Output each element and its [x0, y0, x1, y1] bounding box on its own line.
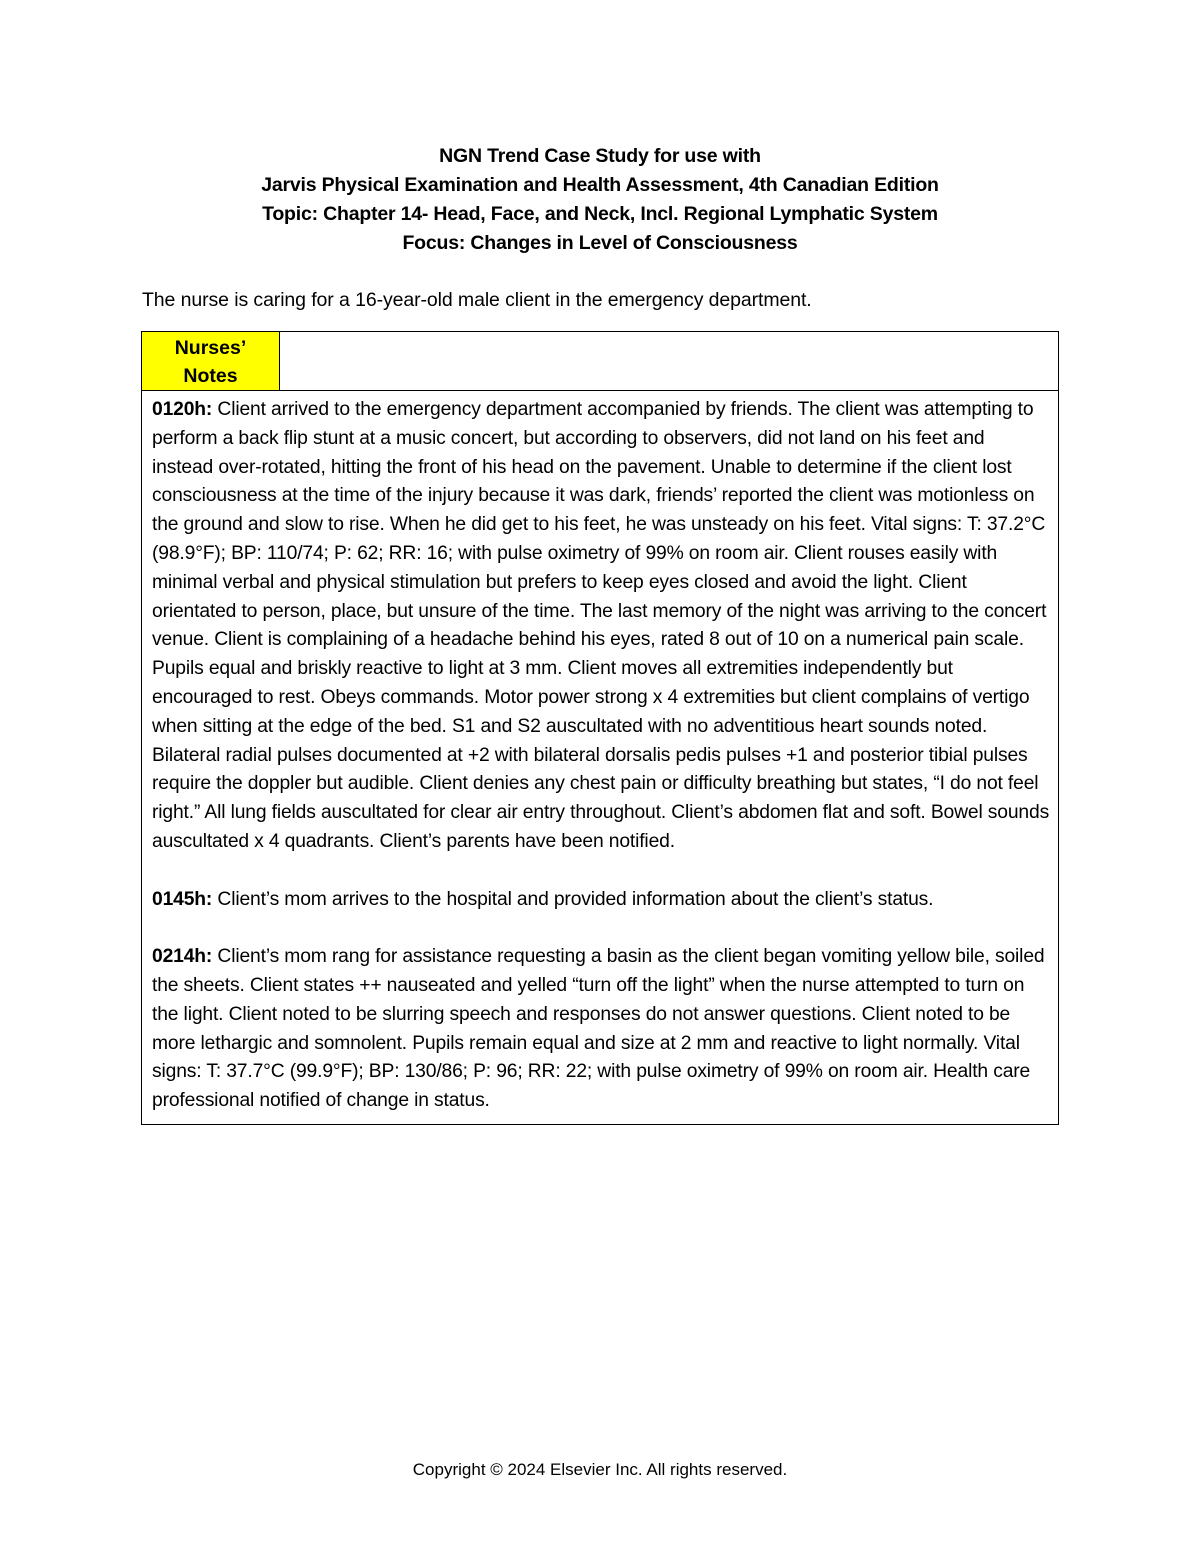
intro-text: The nurse is caring for a 16-year-old male client in the emergency department.	[142, 289, 812, 311]
note-text: Client’s mom rang for assistance requesting a basin as the client began vomiting yellow bile, soiled the sheets. Client states ++ nauseated and yelled “turn off the light” when the nurse attempted to turn on the light. Client noted to be slurring speech and responses do not answer questions. Client noted to be more lethargic and somnolent. Pupils remain equal and size at 2 mm and reactive to light normally. Vital signs: T: 37.7°C (99.9°F); BP: 130/86; P: 96; RR: 22; with pulse oximetry of 99% on room air. Health care professional notified of change in status.	[152, 946, 1045, 1112]
label-line-1: Nurses’	[174, 337, 247, 359]
document-header	[0, 142, 1200, 258]
note-entry-0145h	[152, 886, 1050, 915]
copyright-footer: Copyright © 2024 Elsevier Inc. All rights reserved.	[412, 1460, 788, 1479]
header-line-4: Focus: Changes in Level of Consciousness	[402, 232, 798, 254]
notes-header-row	[142, 332, 1059, 391]
note-entry-0214h	[152, 943, 1050, 1116]
nurses-notes-label	[142, 332, 280, 391]
note-time: 0145h:	[152, 888, 213, 910]
note-time: 0120h:	[152, 399, 213, 420]
nurses-notes-table	[141, 331, 1059, 1125]
note-entry-0120h	[152, 396, 1050, 857]
note-text: Client arrived to the emergency department accompanied by friends. The client was attempting to perform a back flip stunt at a music concert, but according to observers, did not land on his feet and instead over-rotated, hitting the front of his head on the pavement. Unable to determine if the client lost consciousness at the time of the injury because it was dark, friends’ reported the client was motionless on the ground and slow to rise. When he did get to his feet, he was unsteady on his feet. Vital signs: T: 37.2°C (98.9°F); BP: 110/74; P: 62; RR: 16; with pulse oximetry of 99% on room air. Client rouses easily with minimal verbal and physical stimulation but prefers to keep eyes closed and avoid the light. Client orientated to person, place, but unsure of the time. The last memory of the night was arriving to the concert venue. Client is complaining of a headache behind his eyes, rated 8 out of 10 on a numerical pain scale. Pupils equal and briskly reactive to light at 3 mm. Client moves all extremities independently but encouraged to rest. Obeys commands. Motor power strong x 4 extremities but client complains of vertigo when sitting at the edge of the bed. S1 and S2 auscultated with no adventitious heart sounds noted. Bilateral radial pulses documented at +2 with bilateral dorsalis pedis pulses +1 and posterior tibial pulses require the doppler but audible. Client denies any chest pain or difficulty breathing but states, “I do not feel right.” All lung fields auscultated for clear air entry throughout. Client’s abdomen flat and soft. Bowel sounds auscultated x 4 quadrants. Client’s parents have been notified.	[152, 399, 1050, 852]
note-text: Client’s mom arrives to the hospital and provided information about the client’s status.	[217, 888, 934, 910]
notes-body-row	[142, 391, 1059, 1125]
header-line-3: Topic: Chapter 14- Head, Face, and Neck, Incl. Regional Lymphatic System	[262, 203, 938, 225]
label-line-2: Notes	[183, 365, 238, 387]
notes-body-cell	[142, 391, 1059, 1125]
header-line-2: Jarvis Physical Examination and Health Assessment, 4th Canadian Edition	[261, 174, 939, 196]
header-line-1: NGN Trend Case Study for use with	[439, 145, 761, 167]
note-time: 0214h:	[152, 946, 213, 968]
notes-header-empty-cell	[280, 332, 1059, 391]
